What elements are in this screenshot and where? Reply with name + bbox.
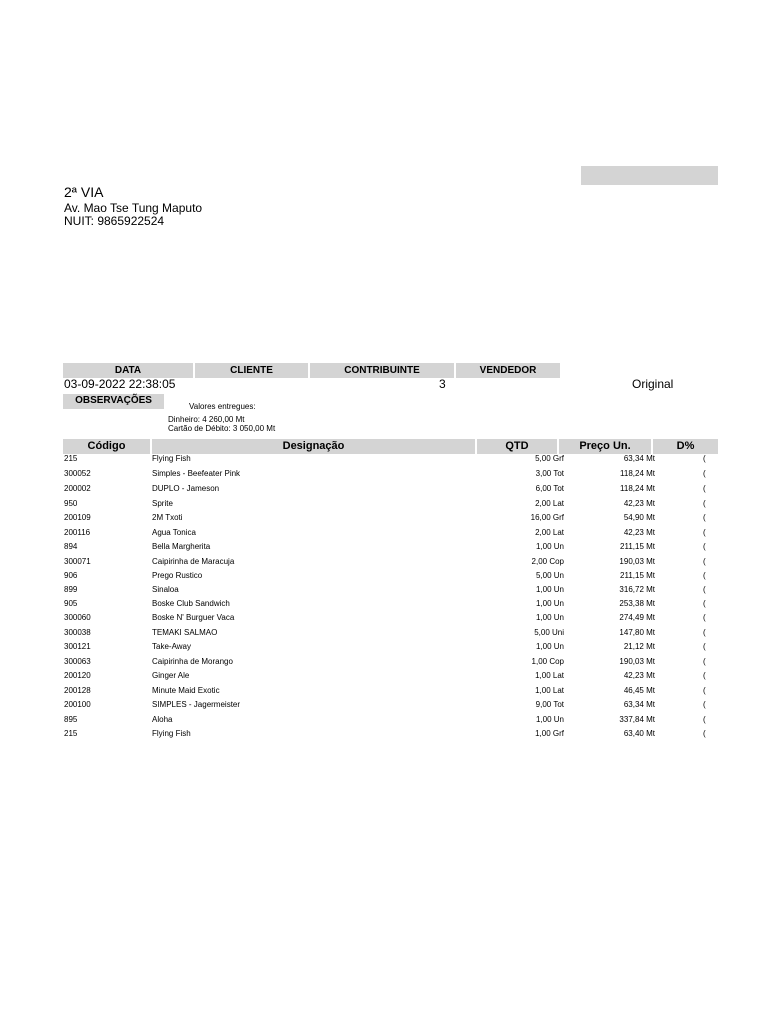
item-description: DUPLO - Jameson <box>152 484 220 493</box>
item-description: Flying Fish <box>152 729 191 738</box>
item-description: Bella Margherita <box>152 542 211 551</box>
item-discount: ( <box>703 729 706 738</box>
item-code: 200002 <box>64 484 91 493</box>
table-row <box>0 699 768 711</box>
table-row <box>0 453 768 465</box>
col-header-discount: D% <box>653 439 718 454</box>
item-description: Sinaloa <box>152 585 179 594</box>
table-row <box>0 656 768 668</box>
item-discount: ( <box>703 542 706 551</box>
item-quantity: 1,00 Cop <box>531 657 564 666</box>
invoice-date: 03-09-2022 22:38:05 <box>64 377 176 391</box>
table-row <box>0 556 768 568</box>
item-unit-price: 42,23 Mt <box>623 499 655 508</box>
item-description: Ginger Ale <box>152 671 190 680</box>
item-unit-price: 190,03 Mt <box>619 657 655 666</box>
item-code: 899 <box>64 585 78 594</box>
item-discount: ( <box>703 613 706 622</box>
item-quantity: 1,00 Un <box>535 599 564 608</box>
item-description: Caipirinha de Maracuja <box>152 557 235 566</box>
item-unit-price: 147,80 Mt <box>619 628 655 637</box>
item-description: Minute Maid Exotic <box>152 686 220 695</box>
table-row <box>0 612 768 624</box>
item-code: 300063 <box>64 657 91 666</box>
copy-label: 2ª VIA <box>64 184 104 200</box>
item-description: TEMAKI SALMAO <box>152 628 218 637</box>
item-quantity: 3,00 Tot <box>535 469 564 478</box>
item-discount: ( <box>703 642 706 651</box>
table-row <box>0 728 768 740</box>
copy-type: Original <box>632 377 674 391</box>
table-row <box>0 714 768 726</box>
item-description: Prego Rustico <box>152 571 203 580</box>
company-address: Av. Mao Tse Tung Maputo <box>64 201 203 215</box>
item-quantity: 2,00 Lat <box>535 499 564 508</box>
item-unit-price: 253,38 Mt <box>619 599 655 608</box>
header-grey-box <box>581 166 718 185</box>
item-description: Sprite <box>152 499 173 508</box>
item-unit-price: 118,24 Mt <box>620 469 655 478</box>
company-nuit: NUIT: 9865922524 <box>64 214 165 228</box>
item-discount: ( <box>703 469 706 478</box>
item-discount: ( <box>703 700 706 709</box>
item-quantity: 2,00 Lat <box>535 528 564 537</box>
item-code: 300052 <box>64 469 91 478</box>
item-discount: ( <box>703 628 706 637</box>
item-code: 200116 <box>64 528 91 537</box>
item-unit-price: 211,15 Mt <box>620 571 655 580</box>
item-quantity: 1,00 Un <box>535 585 564 594</box>
table-row <box>0 627 768 639</box>
item-quantity: 9,00 Tot <box>535 700 564 709</box>
item-unit-price: 316,72 Mt <box>619 585 655 594</box>
observations-label: OBSERVAÇÕES <box>63 394 164 409</box>
item-code: 300060 <box>64 613 91 622</box>
item-description: Take-Away <box>152 642 191 651</box>
payment-card: Cartão de Débito: 3 050,00 Mt <box>168 424 276 433</box>
item-code: 300071 <box>64 557 91 566</box>
item-quantity: 5,00 Grf <box>535 454 564 463</box>
item-discount: ( <box>703 686 706 695</box>
item-description: Boske N' Burguer Vaca <box>152 613 235 622</box>
item-code: 215 <box>64 454 78 463</box>
item-unit-price: 337,84 Mt <box>619 715 655 724</box>
table-row <box>0 498 768 510</box>
item-code: 300038 <box>64 628 91 637</box>
item-unit-price: 190,03 Mt <box>619 557 655 566</box>
table-row <box>0 541 768 553</box>
item-quantity: 2,00 Cop <box>531 557 564 566</box>
item-unit-price: 63,40 Mt <box>623 729 655 738</box>
info-header-data: DATA <box>63 363 193 378</box>
item-description: Flying Fish <box>152 454 191 463</box>
item-description: Caipirinha de Morango <box>152 657 233 666</box>
item-code: 906 <box>64 571 78 580</box>
table-row <box>0 685 768 697</box>
item-quantity: 5,00 Un <box>535 571 564 580</box>
item-description: Aloha <box>152 715 173 724</box>
item-unit-price: 46,45 Mt <box>623 686 655 695</box>
table-row <box>0 570 768 582</box>
col-header-qty: QTD <box>477 439 557 454</box>
item-quantity: 1,00 Lat <box>535 671 564 680</box>
table-row <box>0 483 768 495</box>
item-description: SIMPLES - Jagermeister <box>152 700 241 709</box>
item-discount: ( <box>703 599 706 608</box>
item-quantity: 1,00 Un <box>535 613 564 622</box>
item-code: 894 <box>64 542 78 551</box>
item-description: Simples - Beefeater Pink <box>152 469 241 478</box>
item-discount: ( <box>703 499 706 508</box>
table-row <box>0 468 768 480</box>
item-discount: ( <box>703 585 706 594</box>
table-row <box>0 641 768 653</box>
item-unit-price: 21,12 Mt <box>623 642 655 651</box>
item-unit-price: 274,49 Mt <box>619 613 655 622</box>
item-discount: ( <box>703 571 706 580</box>
item-unit-price: 42,23 Mt <box>623 671 655 680</box>
item-quantity: 16,00 Grf <box>530 513 564 522</box>
item-unit-price: 54,90 Mt <box>623 513 655 522</box>
item-quantity: 1,00 Lat <box>535 686 564 695</box>
item-discount: ( <box>703 715 706 724</box>
item-description: Agua Tonica <box>152 528 196 537</box>
table-row <box>0 598 768 610</box>
info-header-contribuinte: CONTRIBUINTE <box>310 363 454 378</box>
item-discount: ( <box>703 657 706 666</box>
item-code: 905 <box>64 599 78 608</box>
item-quantity: 5,00 Uni <box>534 628 564 637</box>
table-row <box>0 527 768 539</box>
col-header-price: Preço Un. <box>559 439 651 454</box>
table-row <box>0 584 768 596</box>
payment-cash: Dinheiro: 4 260,00 Mt <box>168 415 245 424</box>
item-code: 895 <box>64 715 78 724</box>
item-quantity: 1,00 Grf <box>535 729 564 738</box>
item-quantity: 1,00 Un <box>535 715 564 724</box>
item-quantity: 1,00 Un <box>535 542 564 551</box>
item-unit-price: 118,24 Mt <box>620 484 655 493</box>
info-header-vendedor: VENDEDOR <box>456 363 560 378</box>
col-header-desc: Designação <box>152 439 475 454</box>
table-row <box>0 670 768 682</box>
item-quantity: 6,00 Tot <box>535 484 564 493</box>
info-header-cliente: CLIENTE <box>195 363 308 378</box>
item-description: Boske Club Sandwich <box>152 599 230 608</box>
table-row <box>0 512 768 524</box>
item-unit-price: 63,34 Mt <box>623 454 655 463</box>
item-discount: ( <box>703 454 706 463</box>
item-discount: ( <box>703 557 706 566</box>
item-discount: ( <box>703 484 706 493</box>
item-discount: ( <box>703 513 706 522</box>
item-quantity: 1,00 Un <box>535 642 564 651</box>
col-header-code: Código <box>63 439 150 454</box>
item-code: 300121 <box>64 642 91 651</box>
vendedor-value: 3 <box>439 377 446 391</box>
item-description: 2M Txoti <box>152 513 183 522</box>
item-discount: ( <box>703 528 706 537</box>
item-unit-price: 63,34 Mt <box>623 700 655 709</box>
item-code: 200128 <box>64 686 91 695</box>
item-code: 200120 <box>64 671 91 680</box>
item-unit-price: 211,15 Mt <box>620 542 655 551</box>
observations-title: Valores entregues: <box>189 402 256 411</box>
item-discount: ( <box>703 671 706 680</box>
item-code: 200100 <box>64 700 91 709</box>
item-code: 215 <box>64 729 78 738</box>
item-code: 950 <box>64 499 78 508</box>
item-code: 200109 <box>64 513 91 522</box>
item-unit-price: 42,23 Mt <box>623 528 655 537</box>
